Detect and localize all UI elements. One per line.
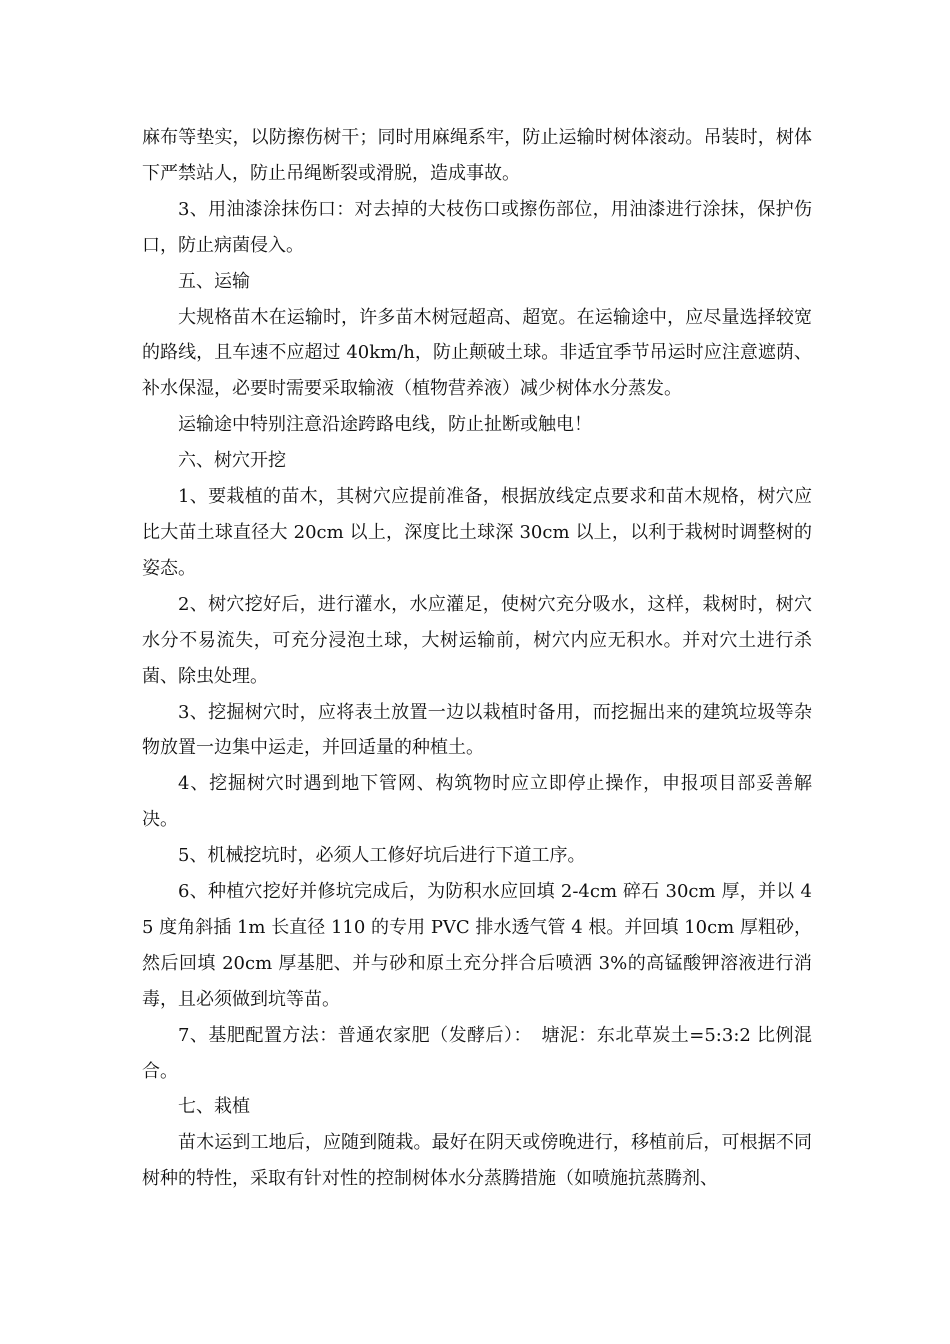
section-heading-planting: 七、栽植 bbox=[178, 1096, 250, 1118]
paragraph-item-1-pit: 1、要栽植的苗木，其树穴应提前准备，根据放线定点要求和苗木规格，树穴应比大苗土球直径大 20cm 以上，深度比土球深 30cm 以上，以利于栽树时调整树的姿态。 bbox=[142, 486, 812, 579]
paragraph-item-2-water: 2、树穴挖好后，进行灌水，水应灌足，使树穴充分吸水，这样，栽树时，树穴水分不易流失，可充分浸泡土球，大树运输前，树穴内应无积水。并对穴土进行杀菌、除虫处理。 bbox=[142, 593, 812, 687]
section-heading-transport: 五、运输 bbox=[178, 270, 250, 292]
paragraph-item-3-paint: 3、用油漆涂抹伤口：对去掉的大枝伤口或擦伤部位，用油漆进行涂抹，保护伤口，防止病菌侵入。 bbox=[142, 198, 812, 256]
paragraph-transport: 大规格苗木在运输时，许多苗木树冠超高、超宽。在运输途中，应尽量选择较宽的路线，且车速不应超过 40km/h，防止颠破土球。非适宜季节吊运时应注意遮荫、补水保湿，必要时需要采取输液（植物营养液）减少树体水分蒸发。 bbox=[142, 306, 812, 400]
paragraph-continued: 麻布等垫实，以防擦伤树干；同时用麻绳系牢，防止运输时树体滚动。吊装时，树体下严禁站人，防止吊绳断裂或滑脱，造成事故。 bbox=[142, 127, 812, 184]
paragraph-item-6-backfill: 6、种植穴挖好并修坑完成后，为防积水应回填 2-4cm 碎石 30cm 厚，并以 45 度角斜插 1m 长直径 110 的专用 PVC 排水透气管 4 根。并回填 10cm 厚粗砂，然后回填 20cm 厚基肥、并与砂和原土充分拌合后喷洒 3%的高锰酸钾溶液进行消毒，且必须做到坑等苗。 bbox=[142, 881, 812, 1010]
document-body bbox=[142, 120, 812, 1197]
paragraph-transport-warning: 运输途中特别注意沿途跨路电线，防止扯断或触电！ bbox=[178, 414, 592, 436]
section-heading-pit-digging: 六、树穴开挖 bbox=[178, 450, 286, 472]
paragraph-item-4-pipes: 4、挖掘树穴时遇到地下管网、构筑物时应立即停止操作，申报项目部妥善解决。 bbox=[142, 773, 812, 831]
paragraph-item-5-machine: 5、机械挖坑时，必须人工修好坑后进行下道工序。 bbox=[178, 845, 586, 867]
paragraph-planting: 苗木运到工地后，应随到随栽。最好在阴天或傍晚进行，移植前后，可根据不同树种的特性，采取有针对性的控制树体水分蒸腾措施（如喷施抗蒸腾剂、 bbox=[142, 1132, 812, 1190]
paragraph-item-7-fertilizer: 7、基肥配置方法：普通农家肥（发酵后）： 塘泥：东北草炭土=5:3:2 比例混合。 bbox=[142, 1024, 812, 1082]
paragraph-item-3-topsoil: 3、挖掘树穴时，应将表土放置一边以栽植时备用，而挖掘出来的建筑垃圾等杂物放置一边集中运走，并回适量的种植土。 bbox=[142, 701, 812, 759]
